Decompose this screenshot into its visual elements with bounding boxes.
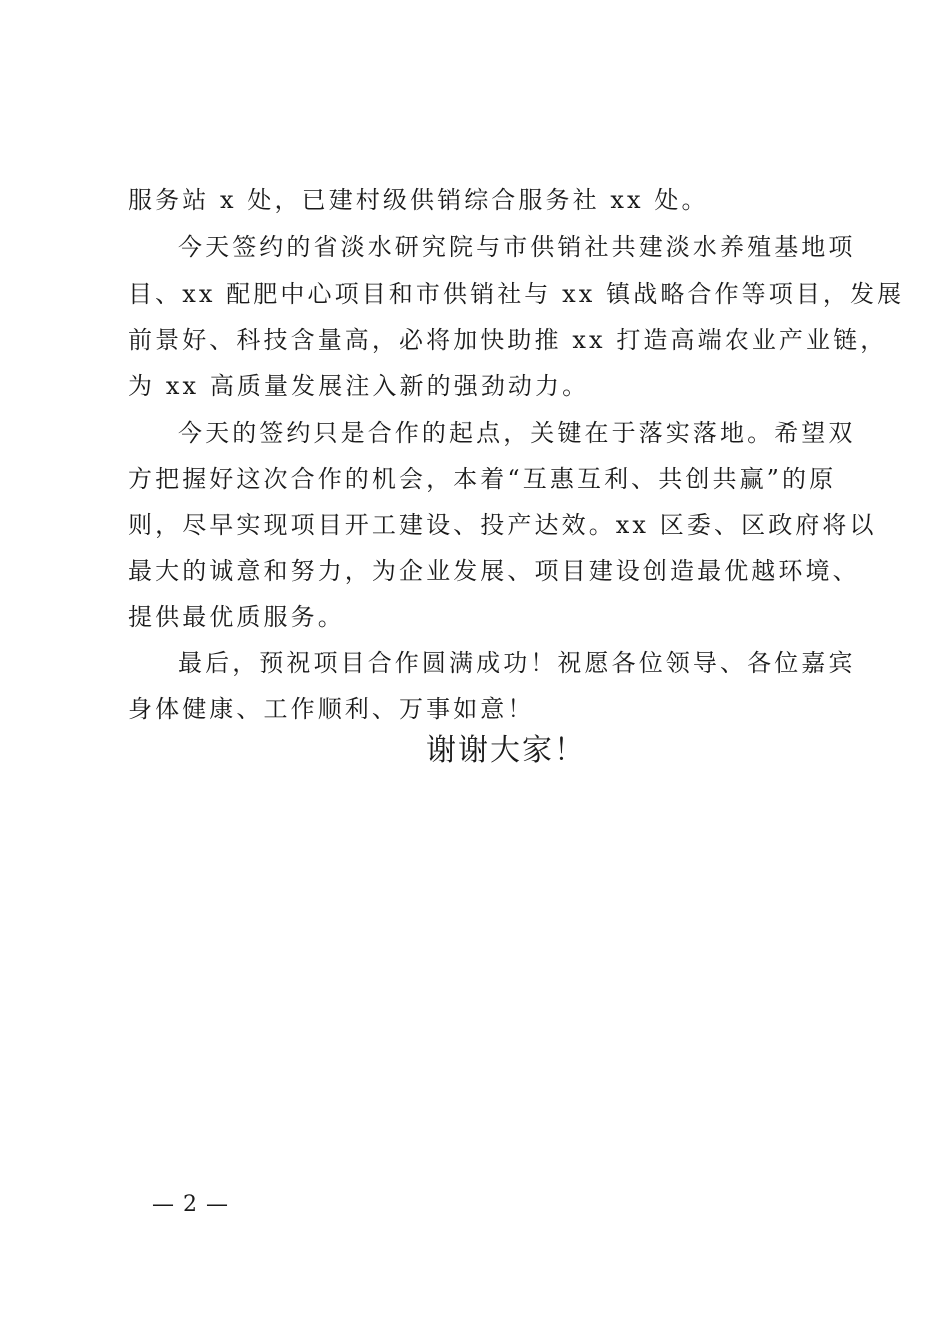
paragraph-2-line-1: 今天签约的省淡水研究院与市供销社共建淡水养殖基地项 [178,233,856,261]
paragraph-4-line-2: 身体健康、工作顺利、万事如意！ [128,695,535,723]
paragraph-3-line-4: 最大的诚意和努力，为企业发展、项目建设创造最优越环境、 [128,557,860,585]
paragraph-4-line-1: 最后，预祝项目合作圆满成功！祝愿各位领导、各位嘉宾 [178,649,856,677]
paragraph-2-line-4: 为 xx 高质量发展注入新的强劲动力。 [128,372,590,400]
paragraph-3-line-1: 今天的签约只是合作的起点，关键在于落实落地。希望双 [178,419,856,447]
paragraph-1-line-1: 服务站 x 处，已建村级供销综合服务社 xx 处。 [128,186,709,214]
closing-thanks: 谢谢大家！ [426,733,586,768]
page-number: — 2 — [152,1192,229,1217]
paragraph-2-line-2: 目、xx 配肥中心项目和市供销社与 xx 镇战略合作等项目，发展 [128,280,905,308]
paragraph-3-line-5: 提供最优质服务。 [128,603,345,631]
paragraph-3-line-2: 方把握好这次合作的机会，本着“互惠互利、共创共赢”的原 [128,465,837,493]
paragraph-3-line-3: 则，尽早实现项目开工建设、投产达效。xx 区委、区政府将以 [128,511,877,539]
paragraph-2-line-3: 前景好、科技含量高，必将加快助推 xx 打造高端农业产业链， [128,326,888,354]
